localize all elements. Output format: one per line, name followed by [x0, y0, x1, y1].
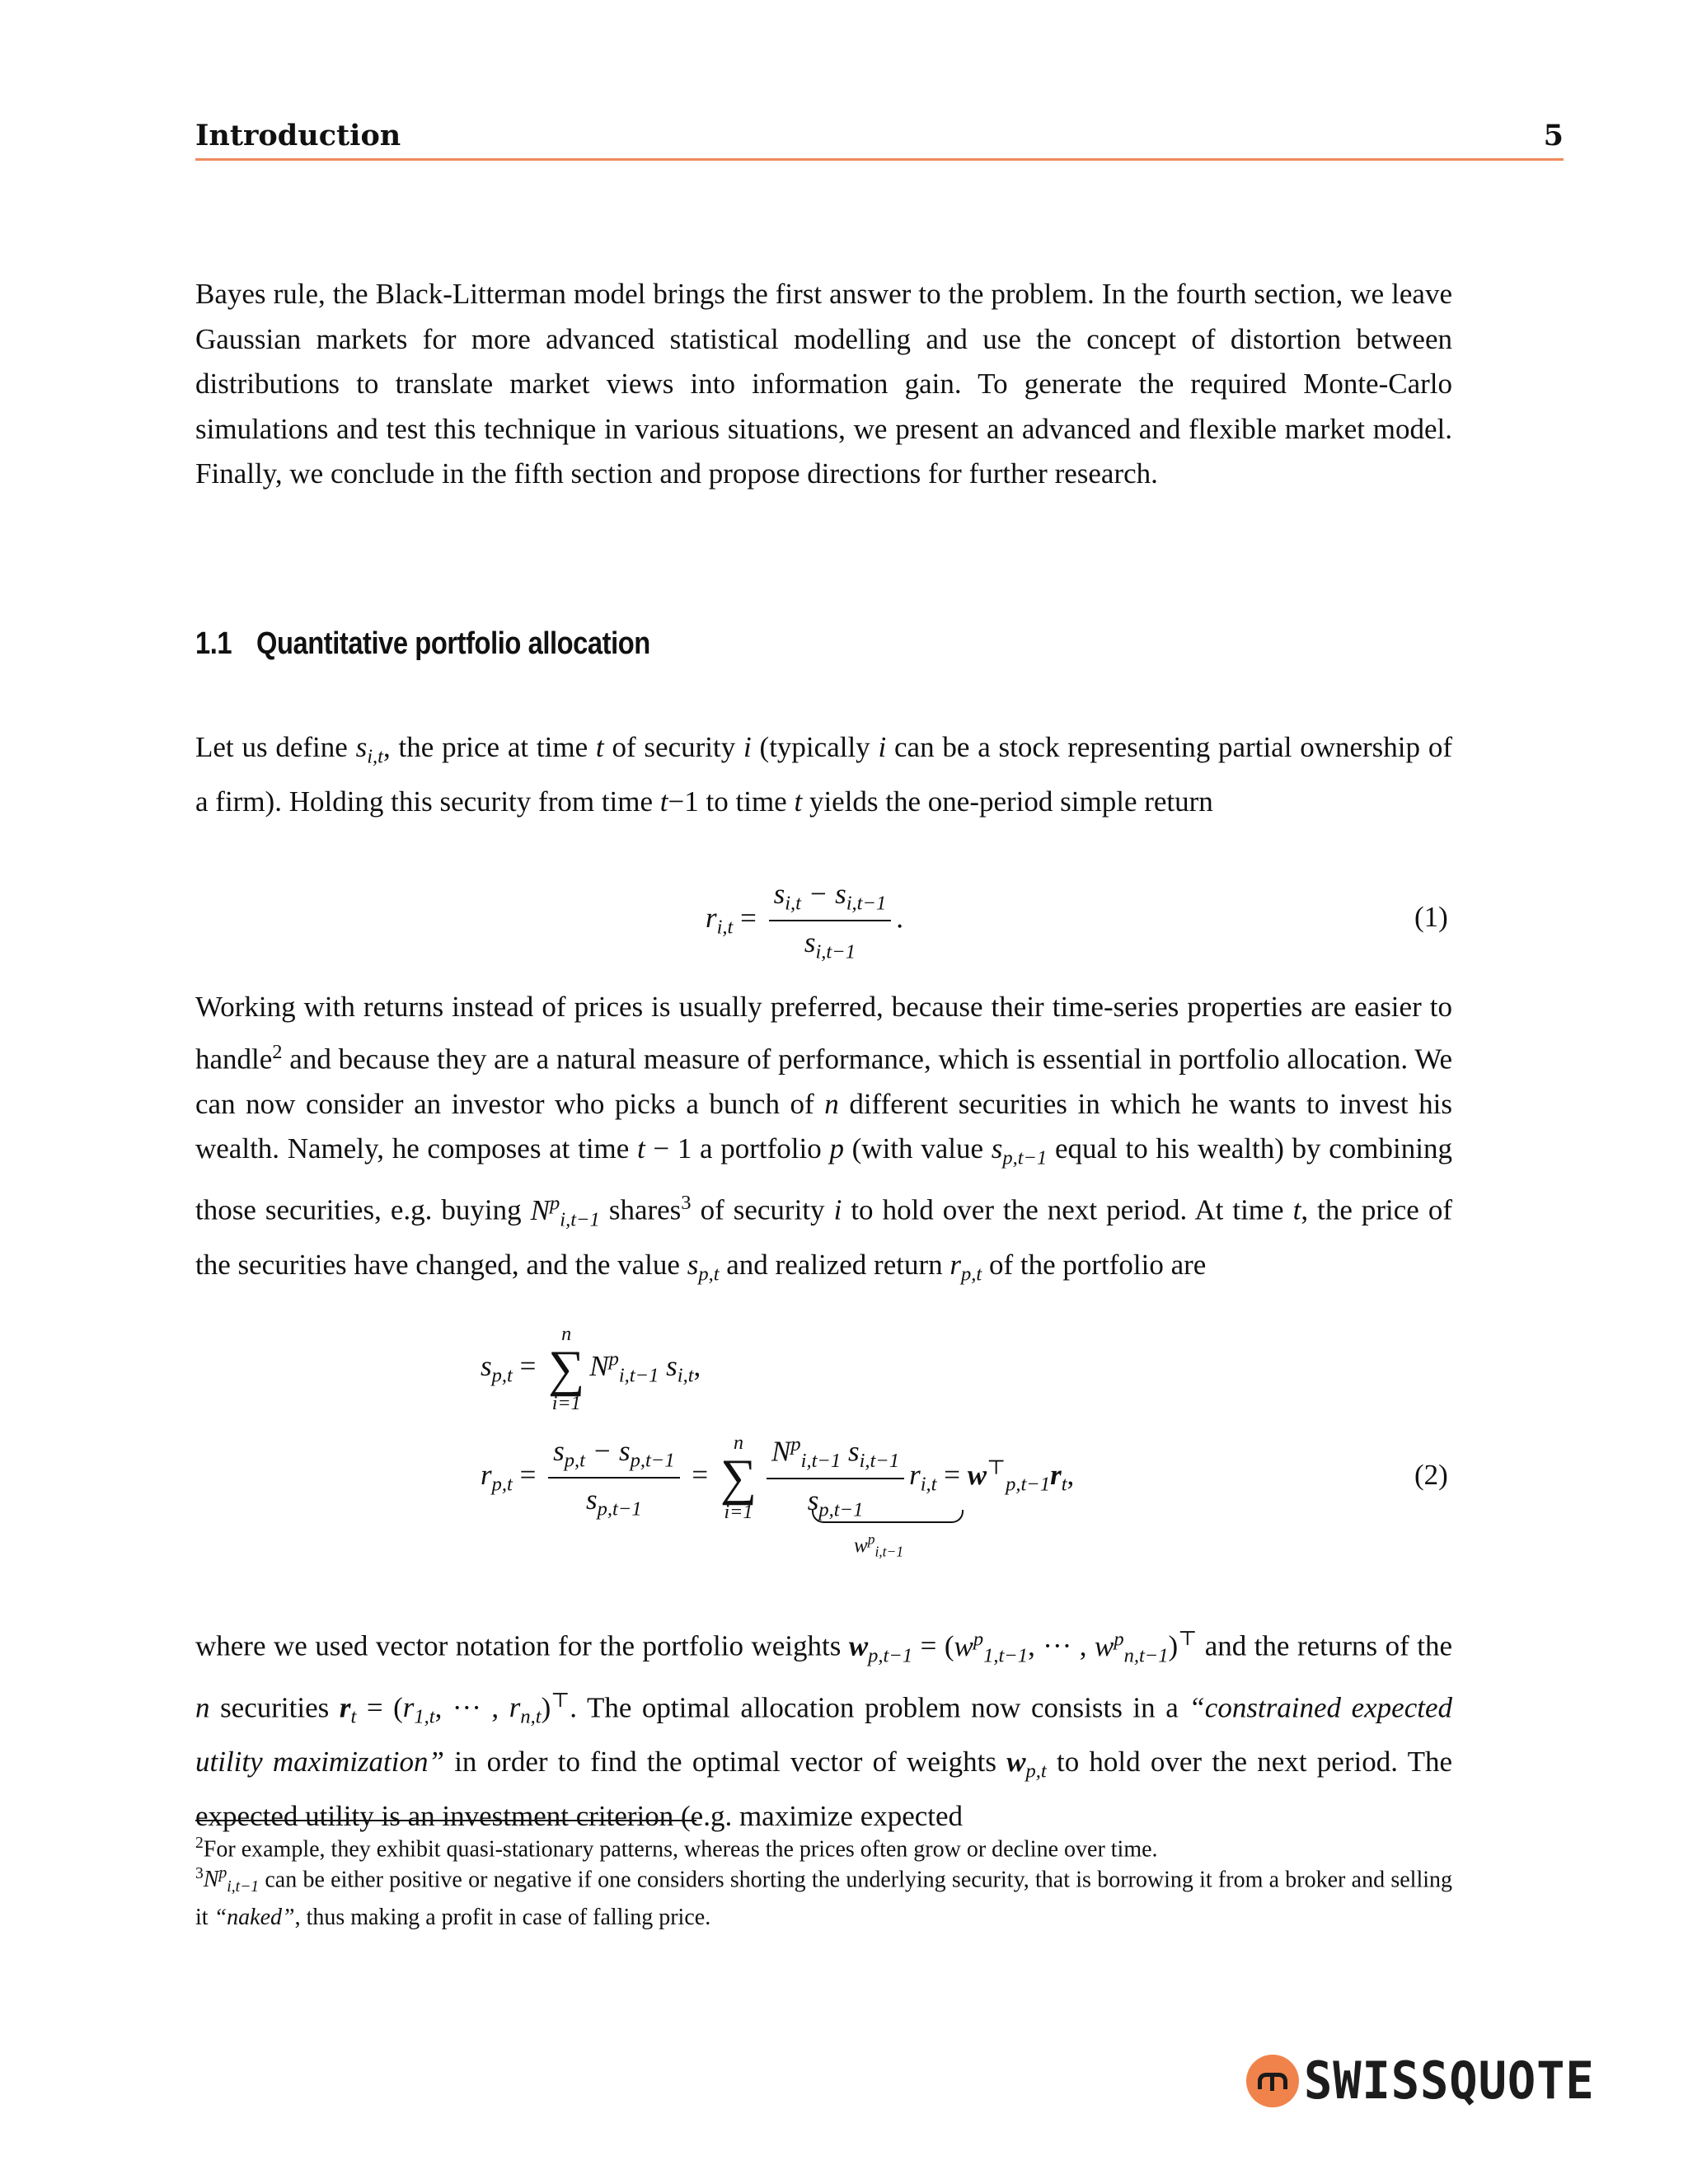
swissquote-logo [1246, 2050, 1620, 2111]
equation-1: $r_{i,t}$ = $\frac{s_{i,t} - s_{i,t-1}}{s_{i,t-1}}$ . [706, 878, 904, 963]
section-number: 1.1 [195, 626, 232, 661]
footnote-3: $^3N^p_{i,t-1}$ can be either positive or negative if one considers shorting the underlying security, that is borrowing it from a broker and selling it “naked”, thus making a profit in case of falling price. [195, 1865, 1452, 1931]
footnote-ref-2: 2 [272, 1040, 283, 1063]
paragraph-weights: where we used vector notation for the portfolio weights $w_{p,t-1} = (w^p_{1,t-1}$, ··· , $w^p_{n,t-1})^⊤$ and the returns of the n securities $r_t = (r_{1,t}$, ··· , $r_{n,t})^⊤$. The optimal allocation problem now consists in a “constrained expected utility maximization” in order to find the optimal vector of weights $w_{p,t}$ to hold over the next period. The expected utility is an investment criterion (e.g. maximize expected [195, 1628, 1452, 1832]
underbrace [812, 1510, 964, 1523]
math-s-it: $s_{i,t}$ [355, 731, 383, 768]
footnote-ref-3: 3 [681, 1192, 692, 1214]
underbrace-label: $w^p_{i,t-1}$ [854, 1531, 904, 1560]
equation-2-line-2: $r_{p,t}$ = $\frac{s_{p,t} - s_{p,t-1}}{s_{p,t-1}}$ = n ∑ i=1 $\frac{N^p_{i,t-1} s_{i,t-1}}{s_{p,t-1}}$ $r_{i,t} = w^⊤_{p,t-1}r_t$, [481, 1432, 1075, 1523]
equation-2-line-1: $s_{p,t}$ = n ∑ i=1 $N^p_{i,t-1}$ $s_{i,t}$, [481, 1324, 701, 1414]
paragraph-definition: Let us define $s_{i,t}$, the price at time t of security i (typically i can be a stock representing partial ownership of a firm). Holding this security from time t−1 to time t yields the one-period simple return [195, 731, 1452, 818]
header-title: Introduction [195, 119, 401, 152]
footnote-rule [195, 1820, 696, 1821]
paragraph-returns: Working with returns instead of prices is usually preferred, because their time-series properties are easier to handle$^2$ and because they are a natural measure of performance, which is essential in portfolio allocation. We can now consider an investor who picks a bunch of n different securities in which he wants to invest his wealth. Namely, he composes at time t − 1 a portfolio p (with value $s_{p,t-1}$ equal to his wealth) by combining those securities, e.g. buying $N^p_{i,t-1}$ shares$^3$ of security i to hold over the next period. At time t, the price of the securities have changed, and the value $s_{p,t}$ and realized return $r_{p,t}$ of the portfolio are [195, 991, 1453, 1285]
paragraph-intro: Bayes rule, the Black-Litterman model brings the first answer to the problem. In the fourth section, we leave Gaussian markets for more advanced statistical modelling and use the concept of distortion between distributions to translate market views into information gain. To generate the required Monte-Carlo simulations and test this technique in various situations, we present an advanced and flexible market model. Finally, we conclude in the fifth section and propose directions for further research. [195, 278, 1452, 490]
logo-text: SWISSQUOTE [1304, 2050, 1595, 2111]
section-heading [195, 626, 650, 662]
swissquote-mark-icon [1246, 2055, 1299, 2107]
section-title: Quantitative portfolio allocation [256, 626, 650, 661]
equation-2-number: (2) [1414, 1459, 1448, 1491]
footnote-2: $^2$For example, they exhibit quasi-stationary patterns, whereas the prices often grow or decline over time. [195, 1835, 1158, 1863]
equation-1-number: (1) [1414, 901, 1448, 933]
running-header [195, 115, 1564, 161]
page-number: 5 [1543, 119, 1564, 152]
